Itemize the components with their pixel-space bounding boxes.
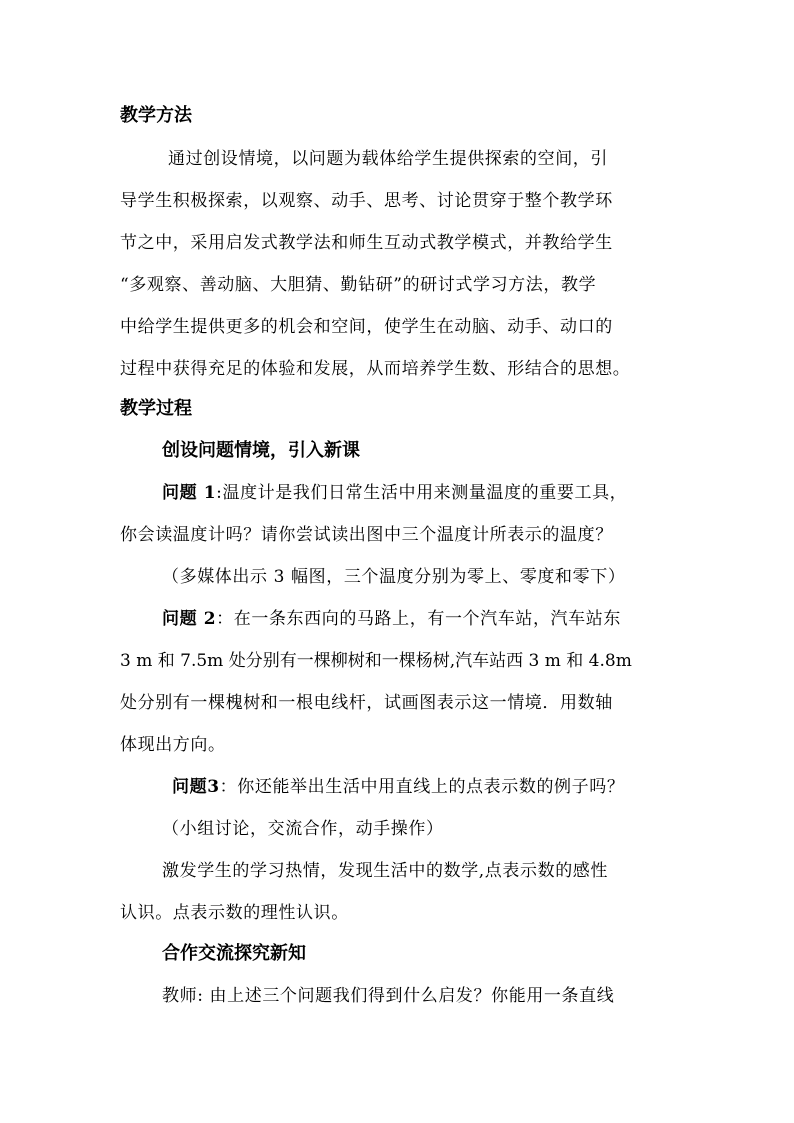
section-heading-teaching-process: 教学过程	[120, 398, 192, 419]
summary-line-2: 认识。点表示数的理性认识。	[120, 903, 349, 923]
method-paragraph-line-2: 导学生积极探索，以观察、动手、思考、讨论贯穿于整个教学环	[120, 191, 613, 211]
method-paragraph-line-1: 通过创设情境，以问题为载体给学生提供探索的空间，引	[168, 149, 608, 169]
subheading-create-situation: 创设问题情境，引入新课	[162, 440, 360, 461]
teacher-line: 教师: 由上述三个问题我们得到什么启发？你能用一条直线	[162, 986, 615, 1006]
question-3-text: ：你还能举出生活中用直线上的点表示数的例子吗？	[219, 777, 625, 797]
method-paragraph-line-5: 中给学生提供更多的机会和空间，使学生在动脑、动手、动口的	[120, 317, 613, 337]
method-paragraph-line-3: 节之中，采用启发式教学法和师生互动式教学模式，并教给学生	[120, 233, 613, 253]
section-heading-teaching-method: 教学方法	[120, 105, 192, 126]
question-3-note: （小组讨论，交流合作，动手操作）	[162, 819, 444, 839]
question-1-text: :温度计是我们日常生活中用来测量温度的重要工具，	[216, 483, 628, 503]
method-paragraph-line-6: 过程中获得充足的体验和发展，从而培养学生数、形结合的思想。	[120, 359, 631, 379]
subheading-cooperate-explore: 合作交流探究新知	[162, 943, 306, 964]
question-2-label: 问题 2	[162, 609, 217, 629]
question-2-line-2: 3 m 和 7.5m 处分别有一棵柳树和一棵杨树,汽车站西 3 m 和 4.8m	[120, 651, 632, 671]
question-1-line-2: 你会读温度计吗？请你尝试读出图中三个温度计所表示的温度？	[120, 525, 613, 545]
question-3-line-1	[172, 775, 624, 799]
question-3-label: 问题3	[172, 777, 220, 797]
method-paragraph-line-4: “多观察、善动脑、大胆猜、勤钻研”的研讨式学习方法，教学	[120, 275, 597, 295]
question-2-line-1	[162, 607, 621, 631]
question-1-note: （多媒体出示 3 幅图，三个温度分别为零上、零度和零下）	[162, 567, 626, 587]
question-2-line-4: 体现出方向。	[120, 735, 226, 755]
summary-line-1: 激发学生的学习热情，发现生活中的数学,点表示数的感性	[162, 861, 609, 881]
question-1-label: 问题 1	[162, 483, 217, 503]
question-2-line-3: 处分别有一棵槐树和一根电线杆，试画图表示这一情境．用数轴	[120, 693, 613, 713]
question-2-text: ：在一条东西向的马路上，有一个汽车站，汽车站东	[216, 609, 621, 629]
question-1-line-1	[162, 481, 627, 505]
